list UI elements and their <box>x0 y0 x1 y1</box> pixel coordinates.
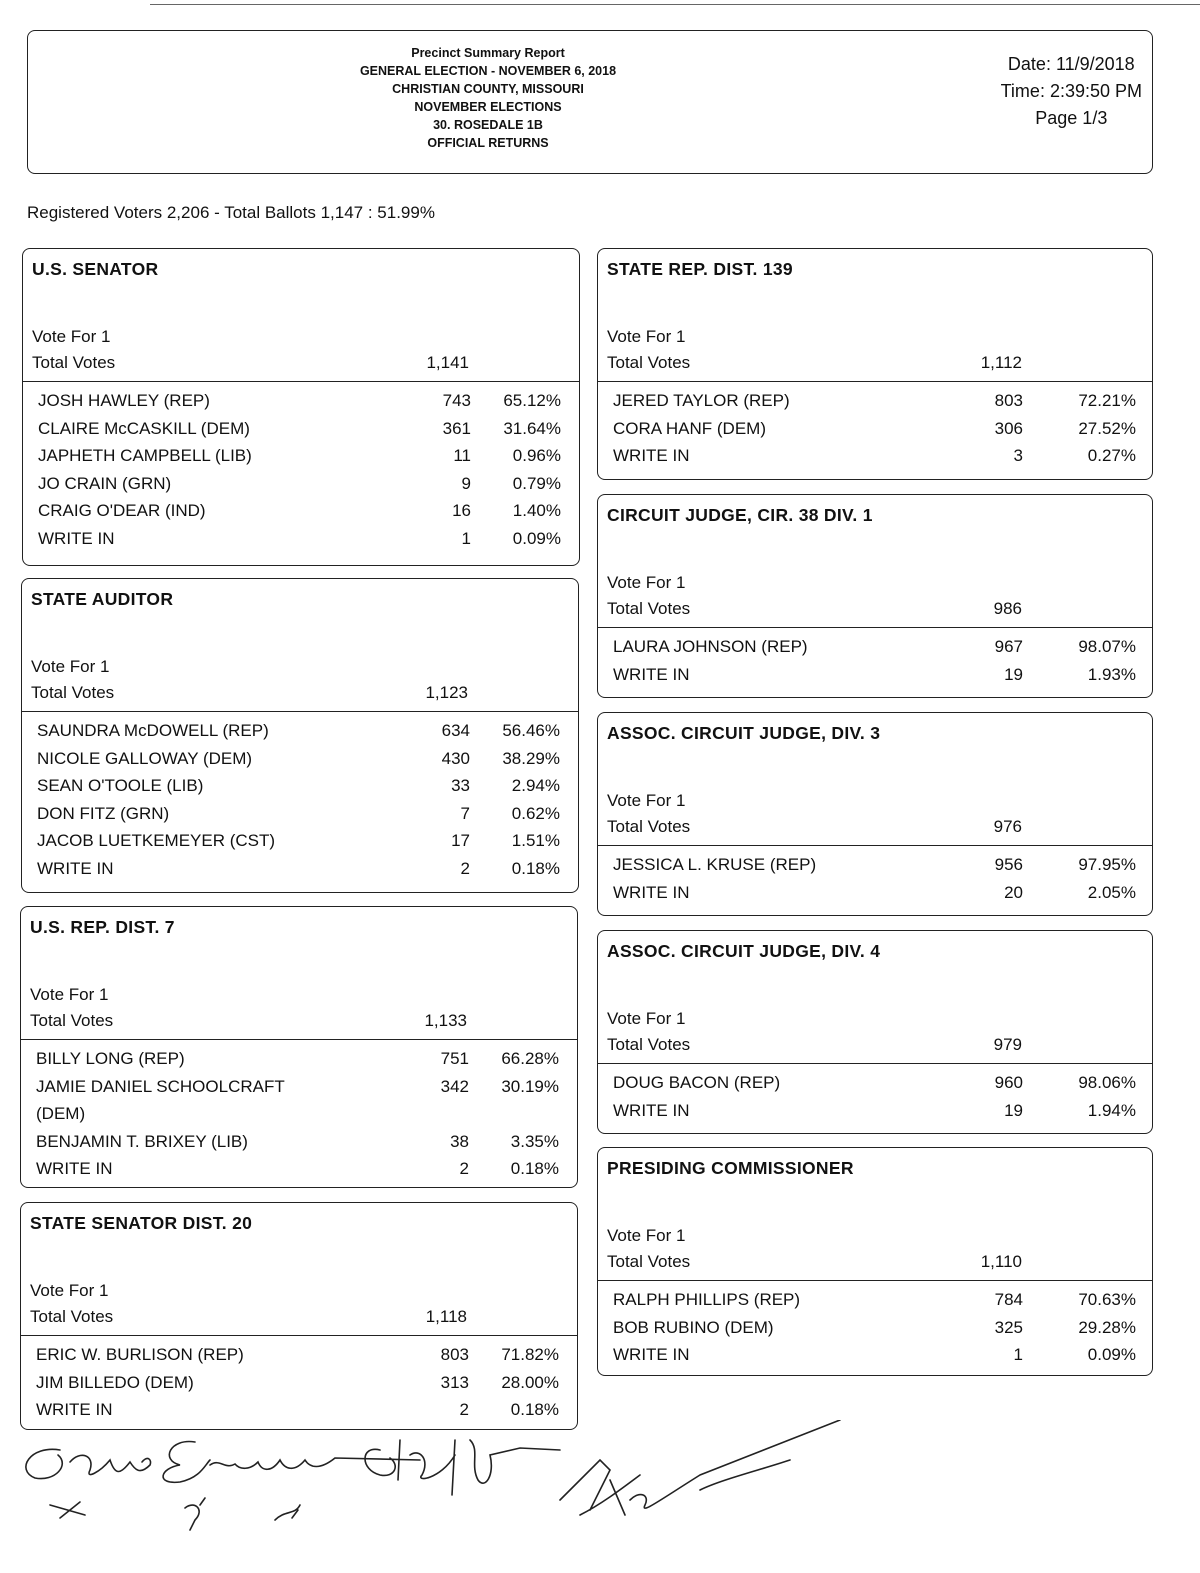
candidate-row <box>598 1290 1152 1317</box>
race-title: U.S. REP. DIST. 7 <box>30 917 175 937</box>
race-title: STATE SENATOR DIST. 20 <box>30 1213 253 1233</box>
total-votes-label: Total Votes <box>607 1035 691 1054</box>
race-divider <box>22 711 578 712</box>
candidate-name: ERIC W. BURLISON (REP) <box>36 1345 244 1364</box>
candidate-percent: 98.07% <box>1078 637 1136 656</box>
candidate-percent: 0.27% <box>1087 446 1136 465</box>
candidate-row <box>21 1077 577 1104</box>
candidate-votes: 361 <box>442 418 471 438</box>
race-box <box>597 1147 1153 1376</box>
candidate-name: JOSH HAWLEY (REP) <box>38 391 210 410</box>
candidate-row <box>22 804 578 831</box>
candidate-percent: 2.94% <box>511 776 560 795</box>
candidate-percent: 38.29% <box>502 748 560 768</box>
candidate-votes: 967 <box>994 637 1023 656</box>
race-title: STATE REP. DIST. 139 <box>607 259 793 279</box>
candidate-name: BENJAMIN T. BRIXEY (LIB) <box>36 1131 248 1151</box>
total-votes-value: 1,133 <box>424 1011 467 1030</box>
candidate-name: JACOB LUETKEMEYER (CST) <box>37 831 276 850</box>
candidate-votes: 803 <box>994 391 1023 410</box>
candidate-row <box>21 1132 577 1159</box>
candidate-row <box>21 1104 577 1131</box>
race-title: ASSOC. CIRCUIT JUDGE, DIV. 3 <box>607 723 881 743</box>
candidate-percent: 97.95% <box>1078 855 1136 874</box>
candidate-percent: 0.79% <box>512 473 561 493</box>
precinct-name: 30. ROSEDALE 1B <box>433 118 543 132</box>
candidate-row <box>23 501 579 528</box>
candidate-name: JO CRAIN (GRN) <box>38 473 172 493</box>
total-votes-value: 1,123 <box>425 683 468 702</box>
race-divider <box>21 1335 577 1336</box>
total-votes-label: Total Votes <box>30 1307 114 1326</box>
candidate-row <box>598 391 1152 418</box>
race-box <box>597 494 1153 698</box>
candidate-row <box>598 1318 1152 1345</box>
candidate-percent: 98.06% <box>1078 1073 1136 1092</box>
candidate-percent: 28.00% <box>501 1372 559 1392</box>
candidate-row <box>598 419 1152 446</box>
race-divider <box>598 1063 1152 1064</box>
page-number: Page 1/3 <box>1035 108 1108 128</box>
candidate-percent: 27.52% <box>1078 418 1136 438</box>
race-divider <box>598 627 1152 628</box>
total-votes-value: 1,112 <box>980 353 1022 372</box>
candidate-votes: 743 <box>442 391 471 410</box>
candidate-row <box>598 665 1152 692</box>
candidate-name: WRITE IN <box>37 858 114 878</box>
race-box <box>597 712 1153 916</box>
candidate-name: RALPH PHILLIPS (REP) <box>613 1290 801 1309</box>
candidate-votes: 325 <box>994 1317 1023 1337</box>
candidate-name: CLAIRE McCASKILL (DEM) <box>38 418 250 438</box>
candidate-row <box>23 446 579 473</box>
race-divider <box>598 381 1152 382</box>
candidate-percent: 1.94% <box>1087 1100 1136 1120</box>
race-box <box>21 578 579 893</box>
candidate-percent: 0.62% <box>511 803 560 823</box>
candidate-votes: 784 <box>994 1290 1023 1309</box>
candidate-name: NICOLE GALLOWAY (DEM) <box>37 748 253 768</box>
candidate-row <box>22 831 578 858</box>
vote-for-label: Vote For 1 <box>32 327 111 346</box>
candidate-name: WRITE IN <box>36 1400 113 1419</box>
candidate-percent: 30.19% <box>501 1076 559 1096</box>
candidate-votes: 342 <box>440 1076 469 1096</box>
race-title: ASSOC. CIRCUIT JUDGE, DIV. 4 <box>607 941 881 961</box>
candidate-percent: 0.09% <box>512 528 561 548</box>
candidate-name: JIM BILLEDO (DEM) <box>36 1372 194 1392</box>
report-header <box>27 30 1153 174</box>
vote-for-label: Vote For 1 <box>607 791 686 810</box>
candidate-row <box>598 883 1152 910</box>
candidate-votes: 2 <box>460 858 470 878</box>
candidate-percent: 70.63% <box>1078 1290 1136 1309</box>
candidate-percent: 1.51% <box>511 831 560 850</box>
candidate-name: WRITE IN <box>613 664 690 684</box>
candidate-percent: 71.82% <box>501 1345 559 1364</box>
candidate-name: BOB RUBINO (DEM) <box>613 1317 774 1337</box>
candidate-row <box>23 391 579 418</box>
total-votes-value: 1,118 <box>425 1307 467 1326</box>
candidate-name: JAPHETH CAMPBELL (LIB) <box>38 446 252 465</box>
county-name: CHRISTIAN COUNTY, MISSOURI <box>392 82 584 96</box>
total-votes-value: 979 <box>993 1035 1022 1054</box>
candidate-name: JERED TAYLOR (REP) <box>613 391 790 410</box>
race-title: U.S. SENATOR <box>32 259 159 279</box>
returns-status: OFFICIAL RETURNS <box>427 136 549 150</box>
candidate-name: WRITE IN <box>613 1345 690 1364</box>
candidate-row <box>22 721 578 748</box>
candidate-row <box>598 1101 1152 1128</box>
candidate-row <box>598 1073 1152 1100</box>
candidate-row <box>598 855 1152 882</box>
total-votes-label: Total Votes <box>607 353 691 372</box>
total-votes-label: Total Votes <box>31 683 115 702</box>
candidate-row <box>23 474 579 501</box>
vote-for-label: Vote For 1 <box>30 985 109 1004</box>
candidate-percent: 66.28% <box>501 1049 559 1068</box>
candidate-percent: 65.12% <box>503 391 561 410</box>
total-votes-value: 976 <box>993 817 1022 836</box>
total-votes-label: Total Votes <box>607 1252 691 1271</box>
candidate-name: SEAN O'TOOLE (LIB) <box>37 776 204 795</box>
candidate-votes: 33 <box>451 776 470 795</box>
candidate-name: CORA HANF (DEM) <box>613 418 766 438</box>
race-title: CIRCUIT JUDGE, CIR. 38 DIV. 1 <box>607 505 873 525</box>
candidate-name: (DEM) <box>36 1104 86 1123</box>
race-divider <box>598 1280 1152 1281</box>
candidate-percent: 1.40% <box>512 501 561 520</box>
report-title: Precinct Summary Report <box>411 46 565 60</box>
candidate-row <box>21 1345 577 1372</box>
top-scan-rule <box>150 4 1200 5</box>
report-meta <box>1001 51 1142 132</box>
candidate-votes: 634 <box>441 721 470 740</box>
candidate-votes: 7 <box>460 803 470 823</box>
candidate-votes: 306 <box>994 418 1023 438</box>
total-votes-label: Total Votes <box>607 599 691 618</box>
candidate-row <box>598 1345 1152 1372</box>
race-box <box>22 248 580 566</box>
candidate-votes: 751 <box>440 1049 469 1068</box>
candidate-name: JESSICA L. KRUSE (REP) <box>613 855 817 874</box>
candidate-name: WRITE IN <box>613 1100 690 1120</box>
candidate-row <box>21 1049 577 1076</box>
vote-for-label: Vote For 1 <box>31 657 110 676</box>
candidate-votes: 20 <box>1004 882 1023 902</box>
candidate-row <box>22 859 578 886</box>
candidate-votes: 803 <box>440 1345 469 1364</box>
candidate-percent: 56.46% <box>502 721 560 740</box>
candidate-row <box>21 1373 577 1400</box>
candidate-percent: 72.21% <box>1078 391 1136 410</box>
candidate-row <box>22 776 578 803</box>
report-time: Time: 2:39:50 PM <box>1000 81 1142 101</box>
candidate-percent: 3.35% <box>510 1131 559 1151</box>
candidate-row <box>21 1159 577 1186</box>
total-votes-value: 1,110 <box>980 1252 1022 1271</box>
candidate-percent: 0.96% <box>512 446 561 465</box>
candidate-votes: 430 <box>441 748 470 768</box>
candidate-votes: 2 <box>459 1159 469 1178</box>
race-box <box>597 930 1153 1134</box>
signatures <box>0 1420 900 1560</box>
vote-for-label: Vote For 1 <box>30 1281 109 1300</box>
candidate-percent: 0.18% <box>510 1159 559 1178</box>
candidate-row <box>23 529 579 556</box>
candidate-votes: 11 <box>453 446 471 465</box>
election-set: NOVEMBER ELECTIONS <box>414 100 562 114</box>
candidate-votes: 19 <box>1004 1100 1023 1120</box>
race-box <box>20 1202 578 1430</box>
candidate-row <box>598 446 1152 473</box>
candidate-percent: 29.28% <box>1078 1317 1136 1337</box>
candidate-name: WRITE IN <box>36 1159 113 1178</box>
candidate-votes: 17 <box>451 831 470 850</box>
candidate-name: CRAIG O'DEAR (IND) <box>38 501 206 520</box>
race-title: STATE AUDITOR <box>31 589 174 609</box>
total-votes-label: Total Votes <box>30 1011 114 1030</box>
candidate-name: WRITE IN <box>613 446 690 465</box>
total-votes-label: Total Votes <box>32 353 116 372</box>
candidate-votes: 1 <box>1013 1345 1023 1364</box>
candidate-percent: 31.64% <box>503 418 561 438</box>
candidate-votes: 960 <box>994 1073 1023 1092</box>
candidate-votes: 16 <box>452 501 471 520</box>
candidate-votes: 38 <box>450 1131 469 1151</box>
candidate-name: DOUG BACON (REP) <box>613 1073 781 1092</box>
candidate-name: WRITE IN <box>613 882 690 902</box>
vote-for-label: Vote For 1 <box>607 1009 686 1028</box>
race-box <box>20 906 578 1188</box>
candidate-votes: 19 <box>1004 664 1023 684</box>
candidate-percent: 1.93% <box>1087 664 1136 684</box>
candidate-name: WRITE IN <box>38 528 115 548</box>
race-divider <box>598 845 1152 846</box>
candidate-row <box>23 419 579 446</box>
election-name: GENERAL ELECTION - NOVEMBER 6, 2018 <box>359 64 617 78</box>
candidate-votes: 3 <box>1013 446 1023 465</box>
vote-for-label: Vote For 1 <box>607 573 686 592</box>
candidate-name: JAMIE DANIEL SCHOOLCRAFT <box>36 1076 285 1096</box>
total-votes-value: 986 <box>993 599 1022 618</box>
candidate-votes: 2 <box>459 1400 469 1419</box>
candidate-row <box>22 749 578 776</box>
candidate-votes: 1 <box>461 528 471 548</box>
report-title-block <box>278 44 698 152</box>
candidate-votes: 9 <box>461 473 471 493</box>
candidate-name: BILLY LONG (REP) <box>36 1049 185 1068</box>
candidate-percent: 2.05% <box>1087 882 1136 902</box>
race-title: PRESIDING COMMISSIONER <box>607 1158 854 1178</box>
total-votes-label: Total Votes <box>607 817 691 836</box>
candidate-row <box>598 637 1152 664</box>
candidate-percent: 0.18% <box>511 858 560 878</box>
report-date: Date: 11/9/2018 <box>1007 54 1135 74</box>
total-votes-value: 1,141 <box>426 353 469 372</box>
candidate-name: LAURA JOHNSON (REP) <box>613 637 808 656</box>
candidate-percent: 0.18% <box>510 1400 559 1419</box>
candidate-name: DON FITZ (GRN) <box>37 803 170 823</box>
candidate-votes: 956 <box>994 855 1023 874</box>
candidate-votes: 313 <box>440 1372 469 1392</box>
vote-for-label: Vote For 1 <box>607 327 686 346</box>
race-box <box>597 248 1153 480</box>
vote-for-label: Vote For 1 <box>607 1226 686 1245</box>
race-divider <box>23 381 579 382</box>
turnout-summary: Registered Voters 2,206 - Total Ballots 1,147 : 51.99% <box>27 203 435 222</box>
candidate-percent: 0.09% <box>1087 1345 1136 1364</box>
candidate-name: SAUNDRA McDOWELL (REP) <box>37 721 269 740</box>
race-divider <box>21 1039 577 1040</box>
